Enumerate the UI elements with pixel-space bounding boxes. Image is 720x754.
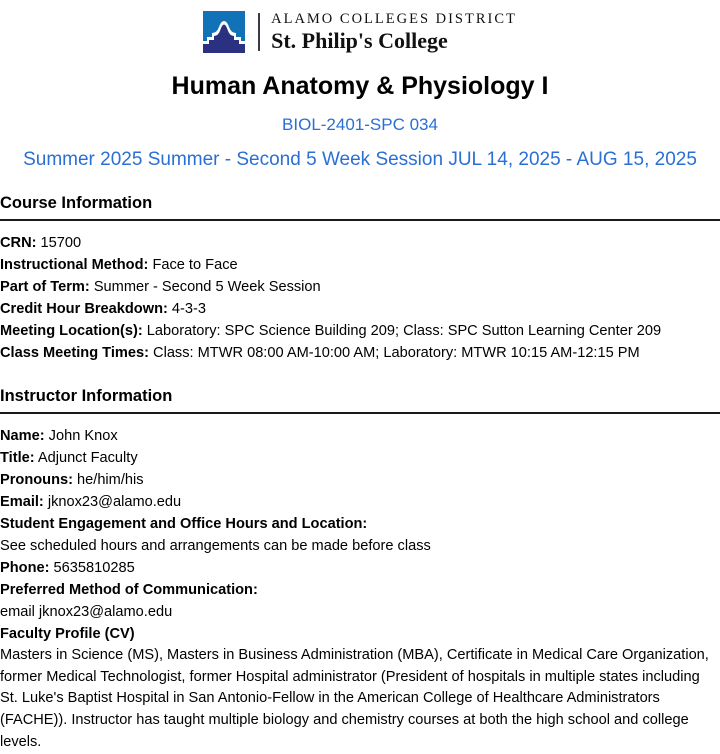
field-credit-hour-breakdown-label: Credit Hour Breakdown: xyxy=(0,301,168,318)
field-class-meeting-times-value: Class: MTWR 08:00 AM-10:00 AM; Laboratory: MTWR 10:15 AM-12:15 PM xyxy=(153,345,640,362)
instructor-information-body xyxy=(0,414,720,754)
logo-wordmark xyxy=(271,11,517,53)
field-class-meeting-times-label: Class Meeting Times: xyxy=(0,345,149,362)
course-code: BIOL-2401-SPC 034 xyxy=(282,115,438,135)
masthead xyxy=(0,0,720,59)
course-information-heading: Course Information xyxy=(0,194,720,221)
instructor-information-heading: Instructor Information xyxy=(0,387,720,414)
field-office-hours-label: Student Engagement and Office Hours and Location: xyxy=(0,516,368,533)
field-communication-value: email jknox23@alamo.edu xyxy=(0,604,173,621)
field-instructor-phone xyxy=(0,557,720,579)
district-name: ALAMO COLLEGES DISTRICT xyxy=(271,11,517,27)
field-credit-hour-breakdown-value: 4-3-3 xyxy=(171,301,206,318)
field-crn xyxy=(0,232,720,254)
field-instructional-method xyxy=(0,254,720,276)
field-part-of-term-value: Summer - Second 5 Week Session xyxy=(93,279,321,296)
field-instructional-method-label: Instructional Method: xyxy=(0,257,149,274)
field-instructional-method-value: Face to Face xyxy=(152,257,238,274)
field-instructor-email-value: jknox23@alamo.edu xyxy=(47,494,182,511)
field-meeting-locations xyxy=(0,320,720,342)
field-class-meeting-times xyxy=(0,342,720,364)
field-credit-hour-breakdown xyxy=(0,298,720,320)
college-logo xyxy=(203,11,517,53)
field-meeting-locations-value: Laboratory: SPC Science Building 209; Class: SPC Sutton Learning Center 209 xyxy=(146,323,662,340)
instructor-information-section xyxy=(0,387,720,753)
field-instructor-pronouns-value: he/him/his xyxy=(77,472,144,489)
field-instructor-title-value: Adjunct Faculty xyxy=(37,450,138,467)
college-name: St. Philip's College xyxy=(271,27,448,53)
faculty-profile-text: Masters in Science (MS), Masters in Business Administration (MBA), Certificate in Medical Care Organization, former Medical Technologist, former Hospital administrator (President of hospitals in multiple states including St. Luke's Baptist Hospital in San Antonio-Fellow in the American College of Healthcare Administrators (FACHE)). Instructor has taught multiple biology and chemistry courses at both the high school and college levels. xyxy=(0,647,709,750)
field-instructor-pronouns xyxy=(0,469,720,491)
field-communication-label: Preferred Method of Communication: xyxy=(0,582,258,599)
faculty-profile-label: Faculty Profile (CV) xyxy=(0,626,135,643)
field-part-of-term-label: Part of Term: xyxy=(0,279,90,296)
field-instructor-pronouns-label: Pronouns: xyxy=(0,472,73,489)
field-office-hours-value: See scheduled hours and arrangements can be made before class xyxy=(0,538,431,555)
logo-divider xyxy=(258,13,260,51)
page-title: Human Anatomy & Physiology I xyxy=(171,72,549,101)
field-part-of-term xyxy=(0,276,720,298)
course-information-body xyxy=(0,221,720,364)
field-instructor-title xyxy=(0,447,720,469)
field-instructor-title-label: Title: xyxy=(0,450,35,467)
field-crn-value: 15700 xyxy=(40,235,82,252)
field-instructor-email xyxy=(0,491,720,513)
field-instructor-phone-label: Phone: xyxy=(0,560,50,577)
mission-dome-icon xyxy=(203,11,245,53)
field-meeting-locations-label: Meeting Location(s): xyxy=(0,323,143,340)
field-instructor-phone-value: 5635810285 xyxy=(53,560,135,577)
course-information-section xyxy=(0,194,720,364)
field-crn-label: CRN: xyxy=(0,235,37,252)
field-instructor-name-label: Name: xyxy=(0,428,45,445)
field-instructor-name xyxy=(0,425,720,447)
course-session: Summer 2025 Summer - Second 5 Week Session JUL 14, 2025 - AUG 15, 2025 xyxy=(23,148,697,170)
field-instructor-name-value: John Knox xyxy=(48,428,118,445)
field-instructor-email-label: Email: xyxy=(0,494,44,511)
